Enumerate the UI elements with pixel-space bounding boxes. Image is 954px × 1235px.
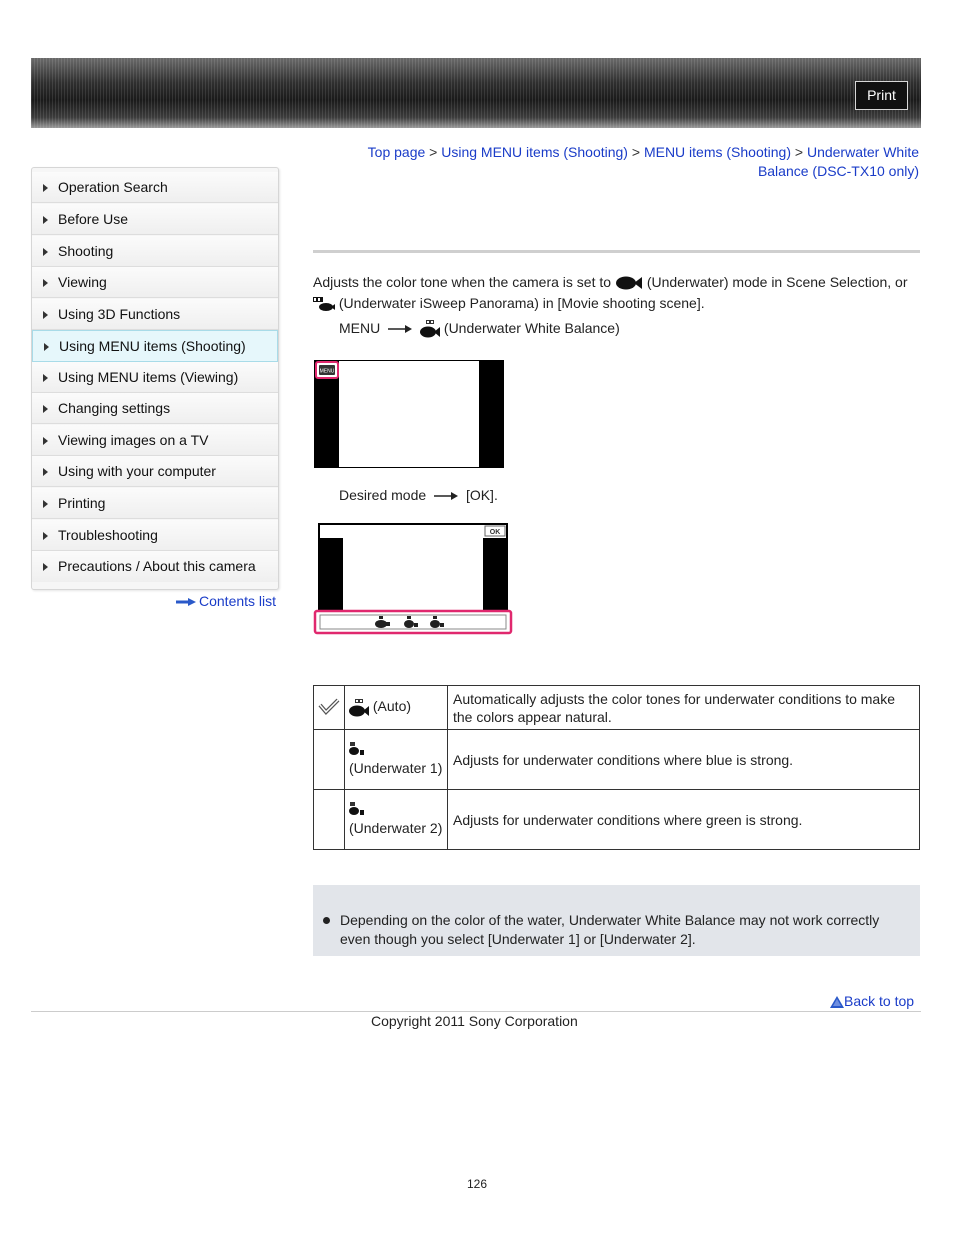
option-desc: Automatically adjusts the color tones for underwater conditions to make the colors appear natural. [453, 690, 896, 725]
back-to-top-link[interactable] [830, 993, 914, 1009]
arrow-right-icon [43, 279, 48, 287]
option-desc: Adjusts for underwater conditions where green is strong. [453, 811, 803, 828]
arrow-right-icon [43, 500, 48, 508]
option-desc-cell [448, 790, 920, 850]
intro-part2: (Underwater) mode in Scene Selection, or [646, 274, 908, 290]
arrow-right-icon [43, 563, 48, 571]
sidebar-item-label: Before Use [58, 211, 129, 227]
checkmark-icon [318, 697, 340, 715]
triangle-up-icon [830, 996, 844, 1008]
sidebar-item-operation-search[interactable] [32, 172, 278, 203]
step-2 [339, 487, 498, 503]
arrow-right-icon [43, 405, 48, 413]
contents-list-label: Contents list [199, 593, 277, 609]
option-name-cell [345, 730, 448, 790]
underwater-wb-icon [420, 320, 440, 338]
title-divider [313, 250, 920, 253]
selected-marker-cell [314, 686, 345, 730]
print-button[interactable]: Print [855, 81, 908, 110]
step1-suffix: (Underwater White Balance) [443, 320, 620, 336]
sidebar-item-viewing-tv[interactable] [32, 425, 278, 456]
arrow-right-icon [44, 343, 49, 351]
table-row [314, 790, 920, 850]
arrow-right-icon [43, 216, 48, 224]
breadcrumb [330, 143, 919, 181]
sidebar-item-before-use[interactable] [32, 204, 278, 235]
arrow-right-icon [176, 598, 196, 606]
option-name-cell [345, 686, 448, 730]
sidebar-item-printing[interactable] [32, 488, 278, 519]
sidebar-item-menu-shooting[interactable] [32, 330, 278, 362]
breadcrumb-link-menu-items[interactable]: MENU items (Shooting) [643, 144, 791, 160]
breadcrumb-link-top[interactable]: Top page [367, 144, 426, 160]
arrow-right-icon [43, 311, 48, 319]
sidebar-item-label: Shooting [58, 243, 114, 259]
header-banner [31, 58, 921, 128]
footer-divider [31, 1011, 921, 1012]
sidebar-item-label: Using 3D Functions [58, 306, 181, 322]
screen-ok-label: OK [489, 529, 501, 536]
option-name-cell [345, 790, 448, 850]
option-desc-cell [448, 686, 920, 730]
arrow-right-icon [388, 324, 412, 334]
breadcrumb-link-menu-shooting[interactable]: Using MENU items (Shooting) [441, 144, 628, 160]
breadcrumb-link-current[interactable]: Underwater White Balance (DSC-TX10 only) [757, 144, 919, 179]
sidebar-item-label: Viewing [58, 274, 107, 290]
camera-screen-mode-select-illustration [313, 521, 513, 636]
bullet-icon [323, 917, 330, 924]
arrow-right-icon [43, 468, 48, 476]
underwater-scene-icon [615, 275, 643, 291]
breadcrumb-separator: > [429, 144, 438, 160]
back-to-top-label: Back to top [844, 993, 915, 1009]
sidebar-item-label: Using with your computer [58, 463, 216, 479]
sidebar-item-shooting[interactable] [32, 236, 278, 267]
underwater-wb-auto-icon [349, 699, 369, 717]
copyright-text: Copyright 2011 Sony Corporation [371, 1013, 578, 1029]
breadcrumb-separator: > [794, 144, 804, 160]
underwater-wb-1-icon [349, 742, 365, 756]
table-row [314, 730, 920, 790]
step2-suffix: [OK]. [465, 487, 498, 503]
arrow-right-icon [434, 491, 458, 501]
selected-marker-cell [314, 790, 345, 850]
option-name: (Underwater 1) [349, 760, 443, 776]
step-1 [339, 320, 620, 338]
sidebar-item-precautions[interactable] [32, 551, 278, 582]
breadcrumb-separator: > [631, 144, 641, 160]
note-box [313, 885, 920, 956]
sidebar-item-viewing[interactable] [32, 267, 278, 298]
option-name: (Auto) [372, 698, 412, 715]
underwater-isweep-panorama-icon [313, 296, 335, 312]
intro-part1: Adjusts the color tone when the camera is set to [313, 274, 612, 290]
arrow-right-icon [43, 374, 48, 382]
option-desc-cell [448, 730, 920, 790]
camera-screen-menu-illustration [313, 359, 505, 469]
sidebar-item-label: Troubleshooting [58, 527, 158, 543]
screen-menu-label: MENU [319, 368, 335, 375]
sidebar-item-3d-functions[interactable] [32, 299, 278, 330]
sidebar-item-label: Printing [58, 495, 106, 511]
option-name: (Underwater 2) [349, 820, 443, 836]
sidebar-item-menu-viewing[interactable] [32, 362, 278, 393]
option-desc: Adjusts for underwater conditions where blue is strong. [453, 751, 794, 768]
sidebar-item-computer[interactable] [32, 456, 278, 487]
option-table [313, 685, 920, 850]
intro-part3: (Underwater iSweep Panorama) in [Movie shooting scene]. [338, 295, 705, 311]
step2-prefix: Desired mode [339, 487, 427, 503]
arrow-right-icon [43, 184, 48, 192]
sidebar-item-label: Changing settings [58, 400, 171, 416]
sidebar-item-label: Operation Search [58, 179, 168, 195]
sidebar-item-label: Using MENU items (Viewing) [58, 369, 239, 385]
sidebar-item-changing-settings[interactable] [32, 393, 278, 424]
intro-text [313, 272, 920, 314]
page-number: 126 [467, 1177, 488, 1191]
selected-marker-cell [314, 730, 345, 790]
sidebar-item-troubleshooting[interactable] [32, 520, 278, 551]
arrow-right-icon [43, 437, 48, 445]
sidebar-item-label: Viewing images on a TV [58, 432, 209, 448]
sidebar-item-label: Precautions / About this camera [58, 558, 256, 574]
sidebar-item-label: Using MENU items (Shooting) [59, 338, 246, 354]
sidebar-nav [31, 167, 279, 590]
underwater-wb-2-icon [349, 802, 365, 816]
table-row [314, 686, 920, 730]
contents-list-link[interactable] [176, 593, 276, 609]
arrow-right-icon [43, 532, 48, 540]
note-text: Depending on the color of the water, Underwater White Balance may not work correctly even though you select [Underwater 1] or [Underwater 2]. [340, 912, 880, 947]
arrow-right-icon [43, 248, 48, 256]
step1-prefix: MENU [339, 320, 381, 336]
